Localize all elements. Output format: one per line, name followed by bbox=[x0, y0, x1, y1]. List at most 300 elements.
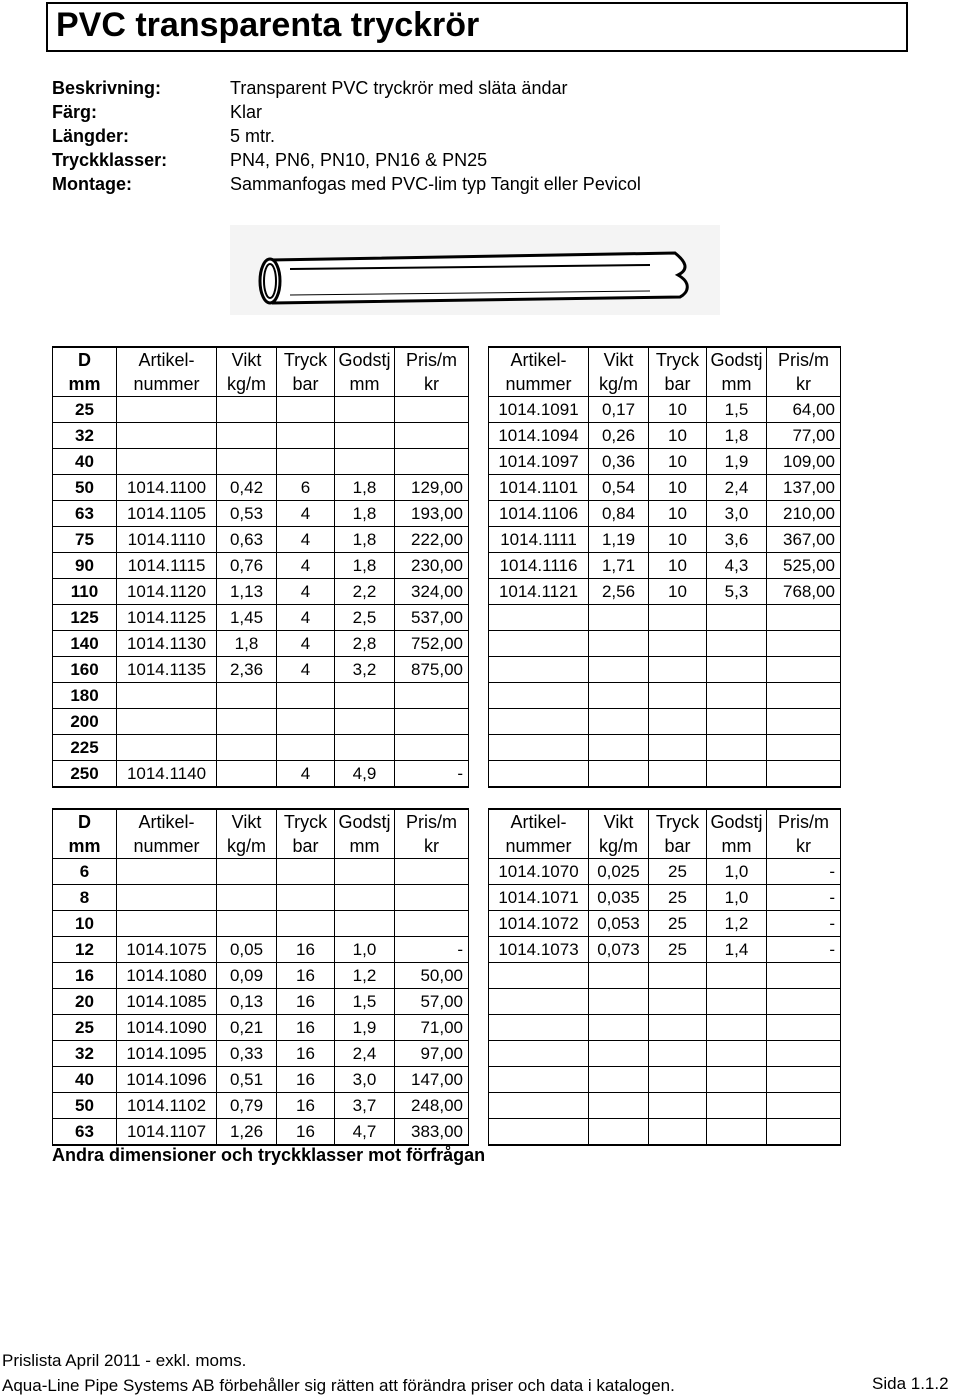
column-gap bbox=[469, 937, 489, 963]
table-cell: 4,9 bbox=[335, 761, 395, 788]
table-cell bbox=[707, 1041, 767, 1067]
column-gap bbox=[469, 347, 489, 372]
table-cell: - bbox=[767, 859, 841, 885]
column-gap bbox=[469, 809, 489, 834]
table-row bbox=[53, 859, 841, 885]
table-cell bbox=[335, 885, 395, 911]
table-cell: 25 bbox=[649, 859, 707, 885]
table-row bbox=[53, 475, 841, 501]
table-cell bbox=[395, 735, 469, 761]
column-gap bbox=[469, 1119, 489, 1146]
table-cell bbox=[217, 761, 277, 788]
table-cell bbox=[395, 397, 469, 423]
column-header: bar bbox=[649, 834, 707, 859]
description-label: Montage: bbox=[52, 174, 132, 194]
table-row bbox=[53, 683, 841, 709]
column-header: nummer bbox=[117, 834, 217, 859]
table-cell: 0,33 bbox=[217, 1041, 277, 1067]
product-description bbox=[52, 78, 641, 198]
table-cell bbox=[117, 683, 217, 709]
description-label: Längder: bbox=[52, 126, 130, 146]
table-row bbox=[53, 657, 841, 683]
column-header: Godstj bbox=[335, 809, 395, 834]
column-header: Tryck bbox=[649, 809, 707, 834]
table-cell: 0,84 bbox=[589, 501, 649, 527]
table-cell: 1,9 bbox=[335, 1015, 395, 1041]
table-cell: 1,71 bbox=[589, 553, 649, 579]
table-cell: 16 bbox=[277, 1041, 335, 1067]
column-header: mm bbox=[707, 834, 767, 859]
table-row bbox=[53, 885, 841, 911]
table-cell: 193,00 bbox=[395, 501, 469, 527]
table-header-row bbox=[53, 809, 841, 834]
table-cell bbox=[649, 1093, 707, 1119]
description-value: 5 mtr. bbox=[230, 126, 276, 146]
table-cell: 1014.1106 bbox=[489, 501, 589, 527]
table-cell: 4 bbox=[277, 657, 335, 683]
availability-note: Andra dimensioner och tryckklasser mot förfrågan bbox=[52, 1145, 486, 1165]
table-cell: 1014.1072 bbox=[489, 911, 589, 937]
table-cell bbox=[589, 657, 649, 683]
table-cell bbox=[589, 709, 649, 735]
table-cell bbox=[489, 631, 589, 657]
column-header: Godstj bbox=[335, 347, 395, 372]
column-header: kg/m bbox=[589, 834, 649, 859]
table-cell: 248,00 bbox=[395, 1093, 469, 1119]
column-header: bar bbox=[649, 372, 707, 397]
table-cell bbox=[277, 735, 335, 761]
table-cell bbox=[589, 1015, 649, 1041]
table-cell: 0,36 bbox=[589, 449, 649, 475]
table-cell bbox=[217, 449, 277, 475]
table-cell: 3,7 bbox=[335, 1093, 395, 1119]
table-cell: 1014.1096 bbox=[117, 1067, 217, 1093]
table-cell bbox=[649, 657, 707, 683]
column-header: Artikel- bbox=[117, 347, 217, 372]
table-cell: 1014.1080 bbox=[117, 963, 217, 989]
table-cell: 0,025 bbox=[589, 859, 649, 885]
column-gap bbox=[469, 527, 489, 553]
table-cell bbox=[277, 423, 335, 449]
table-row bbox=[53, 735, 841, 761]
table-cell bbox=[707, 709, 767, 735]
description-value: Transparent PVC tryckrör med släta ändar bbox=[230, 78, 568, 98]
table-cell bbox=[707, 1067, 767, 1093]
column-gap bbox=[469, 911, 489, 937]
title-box bbox=[46, 2, 908, 52]
dimension-cell: 50 bbox=[53, 475, 117, 501]
description-label: Beskrivning: bbox=[52, 78, 162, 98]
column-gap bbox=[469, 423, 489, 449]
table-cell bbox=[707, 989, 767, 1015]
table-cell: 71,00 bbox=[395, 1015, 469, 1041]
table-cell bbox=[489, 761, 589, 788]
table-row bbox=[53, 761, 841, 788]
table-cell bbox=[335, 397, 395, 423]
dimension-cell: 25 bbox=[53, 397, 117, 423]
table-cell: 50,00 bbox=[395, 963, 469, 989]
table-cell: 0,05 bbox=[217, 937, 277, 963]
table-cell bbox=[395, 709, 469, 735]
table-cell: 1,8 bbox=[335, 527, 395, 553]
table-cell bbox=[277, 885, 335, 911]
table-cell bbox=[217, 709, 277, 735]
table-cell bbox=[649, 761, 707, 788]
column-gap bbox=[469, 683, 489, 709]
table-cell: 1,19 bbox=[589, 527, 649, 553]
table-cell bbox=[589, 761, 649, 788]
column-header: nummer bbox=[117, 372, 217, 397]
column-header: Artikel- bbox=[489, 809, 589, 834]
table-cell bbox=[767, 1119, 841, 1146]
table-cell: 3,0 bbox=[707, 501, 767, 527]
table-cell: 1,2 bbox=[707, 911, 767, 937]
table-cell bbox=[649, 989, 707, 1015]
column-header: bar bbox=[277, 372, 335, 397]
description-value: PN4, PN6, PN10, PN16 & PN25 bbox=[230, 150, 488, 170]
table-cell: 1014.1121 bbox=[489, 579, 589, 605]
table-cell bbox=[707, 963, 767, 989]
table-cell bbox=[335, 449, 395, 475]
column-gap bbox=[469, 657, 489, 683]
table-cell: 1014.1090 bbox=[117, 1015, 217, 1041]
table-cell: 1014.1110 bbox=[117, 527, 217, 553]
table-cell: 10 bbox=[649, 527, 707, 553]
table-cell bbox=[589, 683, 649, 709]
column-header: Vikt bbox=[589, 347, 649, 372]
table-cell: 137,00 bbox=[767, 475, 841, 501]
dimension-cell: 16 bbox=[53, 963, 117, 989]
table-cell: 16 bbox=[277, 989, 335, 1015]
table-row bbox=[53, 553, 841, 579]
table-cell: 230,00 bbox=[395, 553, 469, 579]
table-cell: 25 bbox=[649, 885, 707, 911]
table-cell: 1,9 bbox=[707, 449, 767, 475]
table-row bbox=[53, 397, 841, 423]
dimension-cell: 20 bbox=[53, 989, 117, 1015]
column-gap bbox=[469, 1041, 489, 1067]
column-gap bbox=[469, 963, 489, 989]
dimension-cell: 63 bbox=[53, 501, 117, 527]
table-cell: 4 bbox=[277, 501, 335, 527]
table-cell bbox=[589, 989, 649, 1015]
table-cell: 3,6 bbox=[707, 527, 767, 553]
column-header: kg/m bbox=[589, 372, 649, 397]
table-cell: 0,76 bbox=[217, 553, 277, 579]
column-gap bbox=[469, 372, 489, 397]
table-cell bbox=[649, 963, 707, 989]
table-cell: 1,8 bbox=[335, 501, 395, 527]
table-cell bbox=[489, 1067, 589, 1093]
table-cell: 1014.1085 bbox=[117, 989, 217, 1015]
column-header: D bbox=[53, 347, 117, 372]
column-header: Artikel- bbox=[117, 809, 217, 834]
table-cell: 10 bbox=[649, 553, 707, 579]
table-cell: 1014.1071 bbox=[489, 885, 589, 911]
table-row bbox=[53, 1067, 841, 1093]
dimension-cell: 25 bbox=[53, 1015, 117, 1041]
dimension-cell: 140 bbox=[53, 631, 117, 657]
table-cell bbox=[649, 1067, 707, 1093]
dimension-cell: 200 bbox=[53, 709, 117, 735]
column-header: Vikt bbox=[589, 809, 649, 834]
pipe-table-large bbox=[52, 346, 841, 788]
column-gap bbox=[469, 631, 489, 657]
table-cell: 10 bbox=[649, 449, 707, 475]
table-cell bbox=[395, 683, 469, 709]
dimension-cell: 10 bbox=[53, 911, 117, 937]
table-cell: 0,53 bbox=[217, 501, 277, 527]
table-row bbox=[53, 937, 841, 963]
table-cell bbox=[117, 397, 217, 423]
table-row bbox=[53, 963, 841, 989]
table-cell: 1014.1107 bbox=[117, 1119, 217, 1146]
table-cell bbox=[335, 709, 395, 735]
table-cell: 1,8 bbox=[707, 423, 767, 449]
table-cell: 2,8 bbox=[335, 631, 395, 657]
dimension-cell: 32 bbox=[53, 1041, 117, 1067]
table-cell: 1014.1075 bbox=[117, 937, 217, 963]
column-header: nummer bbox=[489, 834, 589, 859]
table-cell: 3,2 bbox=[335, 657, 395, 683]
table-cell bbox=[767, 657, 841, 683]
table-cell bbox=[767, 683, 841, 709]
table-cell: 10 bbox=[649, 397, 707, 423]
table-cell bbox=[589, 963, 649, 989]
description-row bbox=[52, 102, 641, 126]
table-cell: 525,00 bbox=[767, 553, 841, 579]
column-gap bbox=[469, 1093, 489, 1119]
description-row bbox=[52, 150, 641, 174]
table-cell: - bbox=[767, 885, 841, 911]
table-cell: 10 bbox=[649, 501, 707, 527]
table-cell bbox=[707, 657, 767, 683]
description-row bbox=[52, 78, 641, 102]
column-header: mm bbox=[53, 372, 117, 397]
column-header: Tryck bbox=[649, 347, 707, 372]
table-cell: 4 bbox=[277, 527, 335, 553]
column-header: Godstj bbox=[707, 347, 767, 372]
table-cell bbox=[217, 859, 277, 885]
column-gap bbox=[469, 579, 489, 605]
table-cell: 10 bbox=[649, 423, 707, 449]
table-cell: 4 bbox=[277, 631, 335, 657]
table-cell: 875,00 bbox=[395, 657, 469, 683]
table-cell: 1,8 bbox=[335, 475, 395, 501]
table-cell: 537,00 bbox=[395, 605, 469, 631]
table-cell bbox=[217, 911, 277, 937]
table-cell bbox=[217, 397, 277, 423]
table-cell: 16 bbox=[277, 963, 335, 989]
column-header: mm bbox=[335, 372, 395, 397]
table-cell bbox=[395, 423, 469, 449]
column-gap bbox=[469, 397, 489, 423]
table-cell: 1,2 bbox=[335, 963, 395, 989]
table-row bbox=[53, 1015, 841, 1041]
table-cell bbox=[589, 631, 649, 657]
table-cell: 367,00 bbox=[767, 527, 841, 553]
column-gap bbox=[469, 449, 489, 475]
table-cell bbox=[649, 709, 707, 735]
table-cell: 0,035 bbox=[589, 885, 649, 911]
table-cell: 25 bbox=[649, 911, 707, 937]
table-row bbox=[53, 605, 841, 631]
table-cell: 1014.1120 bbox=[117, 579, 217, 605]
table-cell: 0,51 bbox=[217, 1067, 277, 1093]
dimension-cell: 160 bbox=[53, 657, 117, 683]
footer-pricelist: Prislista April 2011 - exkl. moms. bbox=[2, 1351, 247, 1370]
column-header: Pris/m bbox=[395, 347, 469, 372]
table-cell: 324,00 bbox=[395, 579, 469, 605]
table-row bbox=[53, 1041, 841, 1067]
table-cell: 1014.1091 bbox=[489, 397, 589, 423]
table-row bbox=[53, 449, 841, 475]
table-cell bbox=[489, 1119, 589, 1146]
table-cell bbox=[489, 605, 589, 631]
column-header: Godstj bbox=[707, 809, 767, 834]
table-cell: 109,00 bbox=[767, 449, 841, 475]
table-cell: 16 bbox=[277, 1015, 335, 1041]
dimension-cell: 50 bbox=[53, 1093, 117, 1119]
table-cell bbox=[707, 605, 767, 631]
dimension-cell: 6 bbox=[53, 859, 117, 885]
table-cell bbox=[489, 963, 589, 989]
table-cell bbox=[649, 735, 707, 761]
table-cell: 64,00 bbox=[767, 397, 841, 423]
table-cell bbox=[335, 859, 395, 885]
column-header: kr bbox=[767, 834, 841, 859]
column-header: Vikt bbox=[217, 809, 277, 834]
column-header: kr bbox=[395, 834, 469, 859]
table-cell: 0,42 bbox=[217, 475, 277, 501]
table-cell: 1014.1073 bbox=[489, 937, 589, 963]
table-cell bbox=[489, 1015, 589, 1041]
table-header-row bbox=[53, 347, 841, 372]
table-cell bbox=[335, 683, 395, 709]
dimension-cell: 90 bbox=[53, 553, 117, 579]
table-cell bbox=[589, 735, 649, 761]
table-cell: 0,17 bbox=[589, 397, 649, 423]
table-row bbox=[53, 1093, 841, 1119]
table-cell bbox=[217, 885, 277, 911]
table-cell: 0,053 bbox=[589, 911, 649, 937]
column-gap bbox=[469, 859, 489, 885]
dimension-cell: 75 bbox=[53, 527, 117, 553]
table-cell: 4,7 bbox=[335, 1119, 395, 1146]
pipe-table-small bbox=[52, 808, 841, 1146]
table-cell bbox=[117, 859, 217, 885]
table-cell: 1014.1095 bbox=[117, 1041, 217, 1067]
table-cell bbox=[395, 911, 469, 937]
table-header-row bbox=[53, 372, 841, 397]
page-number: Sida 1.1.2 bbox=[872, 1374, 949, 1393]
table-cell bbox=[489, 989, 589, 1015]
column-header: nummer bbox=[489, 372, 589, 397]
table-cell bbox=[707, 683, 767, 709]
dimension-cell: 8 bbox=[53, 885, 117, 911]
table-cell: 16 bbox=[277, 937, 335, 963]
column-gap bbox=[469, 1067, 489, 1093]
table-cell: 1014.1101 bbox=[489, 475, 589, 501]
table-cell bbox=[767, 735, 841, 761]
table-cell: 1014.1094 bbox=[489, 423, 589, 449]
table-cell: 383,00 bbox=[395, 1119, 469, 1146]
table-cell bbox=[335, 423, 395, 449]
table-cell: 1014.1105 bbox=[117, 501, 217, 527]
table-cell bbox=[589, 1067, 649, 1093]
table-cell: 1014.1116 bbox=[489, 553, 589, 579]
table-cell: 1,5 bbox=[335, 989, 395, 1015]
table-cell bbox=[767, 1067, 841, 1093]
table-cell: 1,0 bbox=[707, 885, 767, 911]
table-cell bbox=[589, 605, 649, 631]
table-cell: 57,00 bbox=[395, 989, 469, 1015]
table-cell: 768,00 bbox=[767, 579, 841, 605]
table-cell: 6 bbox=[277, 475, 335, 501]
table-cell: 1,5 bbox=[707, 397, 767, 423]
table-row bbox=[53, 631, 841, 657]
table-cell: 2,2 bbox=[335, 579, 395, 605]
dimension-cell: 40 bbox=[53, 1067, 117, 1093]
table-cell: 10 bbox=[649, 475, 707, 501]
table-cell: 1,0 bbox=[707, 859, 767, 885]
table-cell: 16 bbox=[277, 1093, 335, 1119]
dimension-cell: 180 bbox=[53, 683, 117, 709]
table-cell bbox=[277, 859, 335, 885]
table-cell: 210,00 bbox=[767, 501, 841, 527]
table-cell bbox=[277, 683, 335, 709]
table-cell: 2,4 bbox=[707, 475, 767, 501]
table-cell: 1,4 bbox=[707, 937, 767, 963]
table-cell: 1014.1097 bbox=[489, 449, 589, 475]
table-cell: 25 bbox=[649, 937, 707, 963]
table-cell bbox=[489, 735, 589, 761]
column-header: Tryck bbox=[277, 347, 335, 372]
column-header: Pris/m bbox=[395, 809, 469, 834]
table-row bbox=[53, 423, 841, 449]
table-cell bbox=[707, 1119, 767, 1146]
table-cell bbox=[649, 683, 707, 709]
column-header: Vikt bbox=[217, 347, 277, 372]
column-header: Pris/m bbox=[767, 809, 841, 834]
table-row bbox=[53, 579, 841, 605]
table-cell: 16 bbox=[277, 1067, 335, 1093]
table-cell bbox=[395, 449, 469, 475]
column-header: kr bbox=[767, 372, 841, 397]
description-label: Färg: bbox=[52, 102, 97, 122]
table-cell bbox=[649, 631, 707, 657]
table-cell bbox=[277, 449, 335, 475]
table-cell: - bbox=[767, 911, 841, 937]
table-cell bbox=[395, 885, 469, 911]
column-header: kg/m bbox=[217, 372, 277, 397]
table-cell: - bbox=[767, 937, 841, 963]
table-cell: 1014.1130 bbox=[117, 631, 217, 657]
table-cell bbox=[589, 1093, 649, 1119]
table-cell: 16 bbox=[277, 1119, 335, 1146]
table-cell bbox=[707, 631, 767, 657]
column-header: mm bbox=[335, 834, 395, 859]
dimension-cell: 63 bbox=[53, 1119, 117, 1146]
table-cell: 4 bbox=[277, 553, 335, 579]
table-cell bbox=[707, 735, 767, 761]
table-cell: 10 bbox=[649, 579, 707, 605]
table-cell: 1,26 bbox=[217, 1119, 277, 1146]
dimension-cell: 125 bbox=[53, 605, 117, 631]
column-header: D bbox=[53, 809, 117, 834]
table-cell: 1014.1100 bbox=[117, 475, 217, 501]
table-cell bbox=[277, 709, 335, 735]
